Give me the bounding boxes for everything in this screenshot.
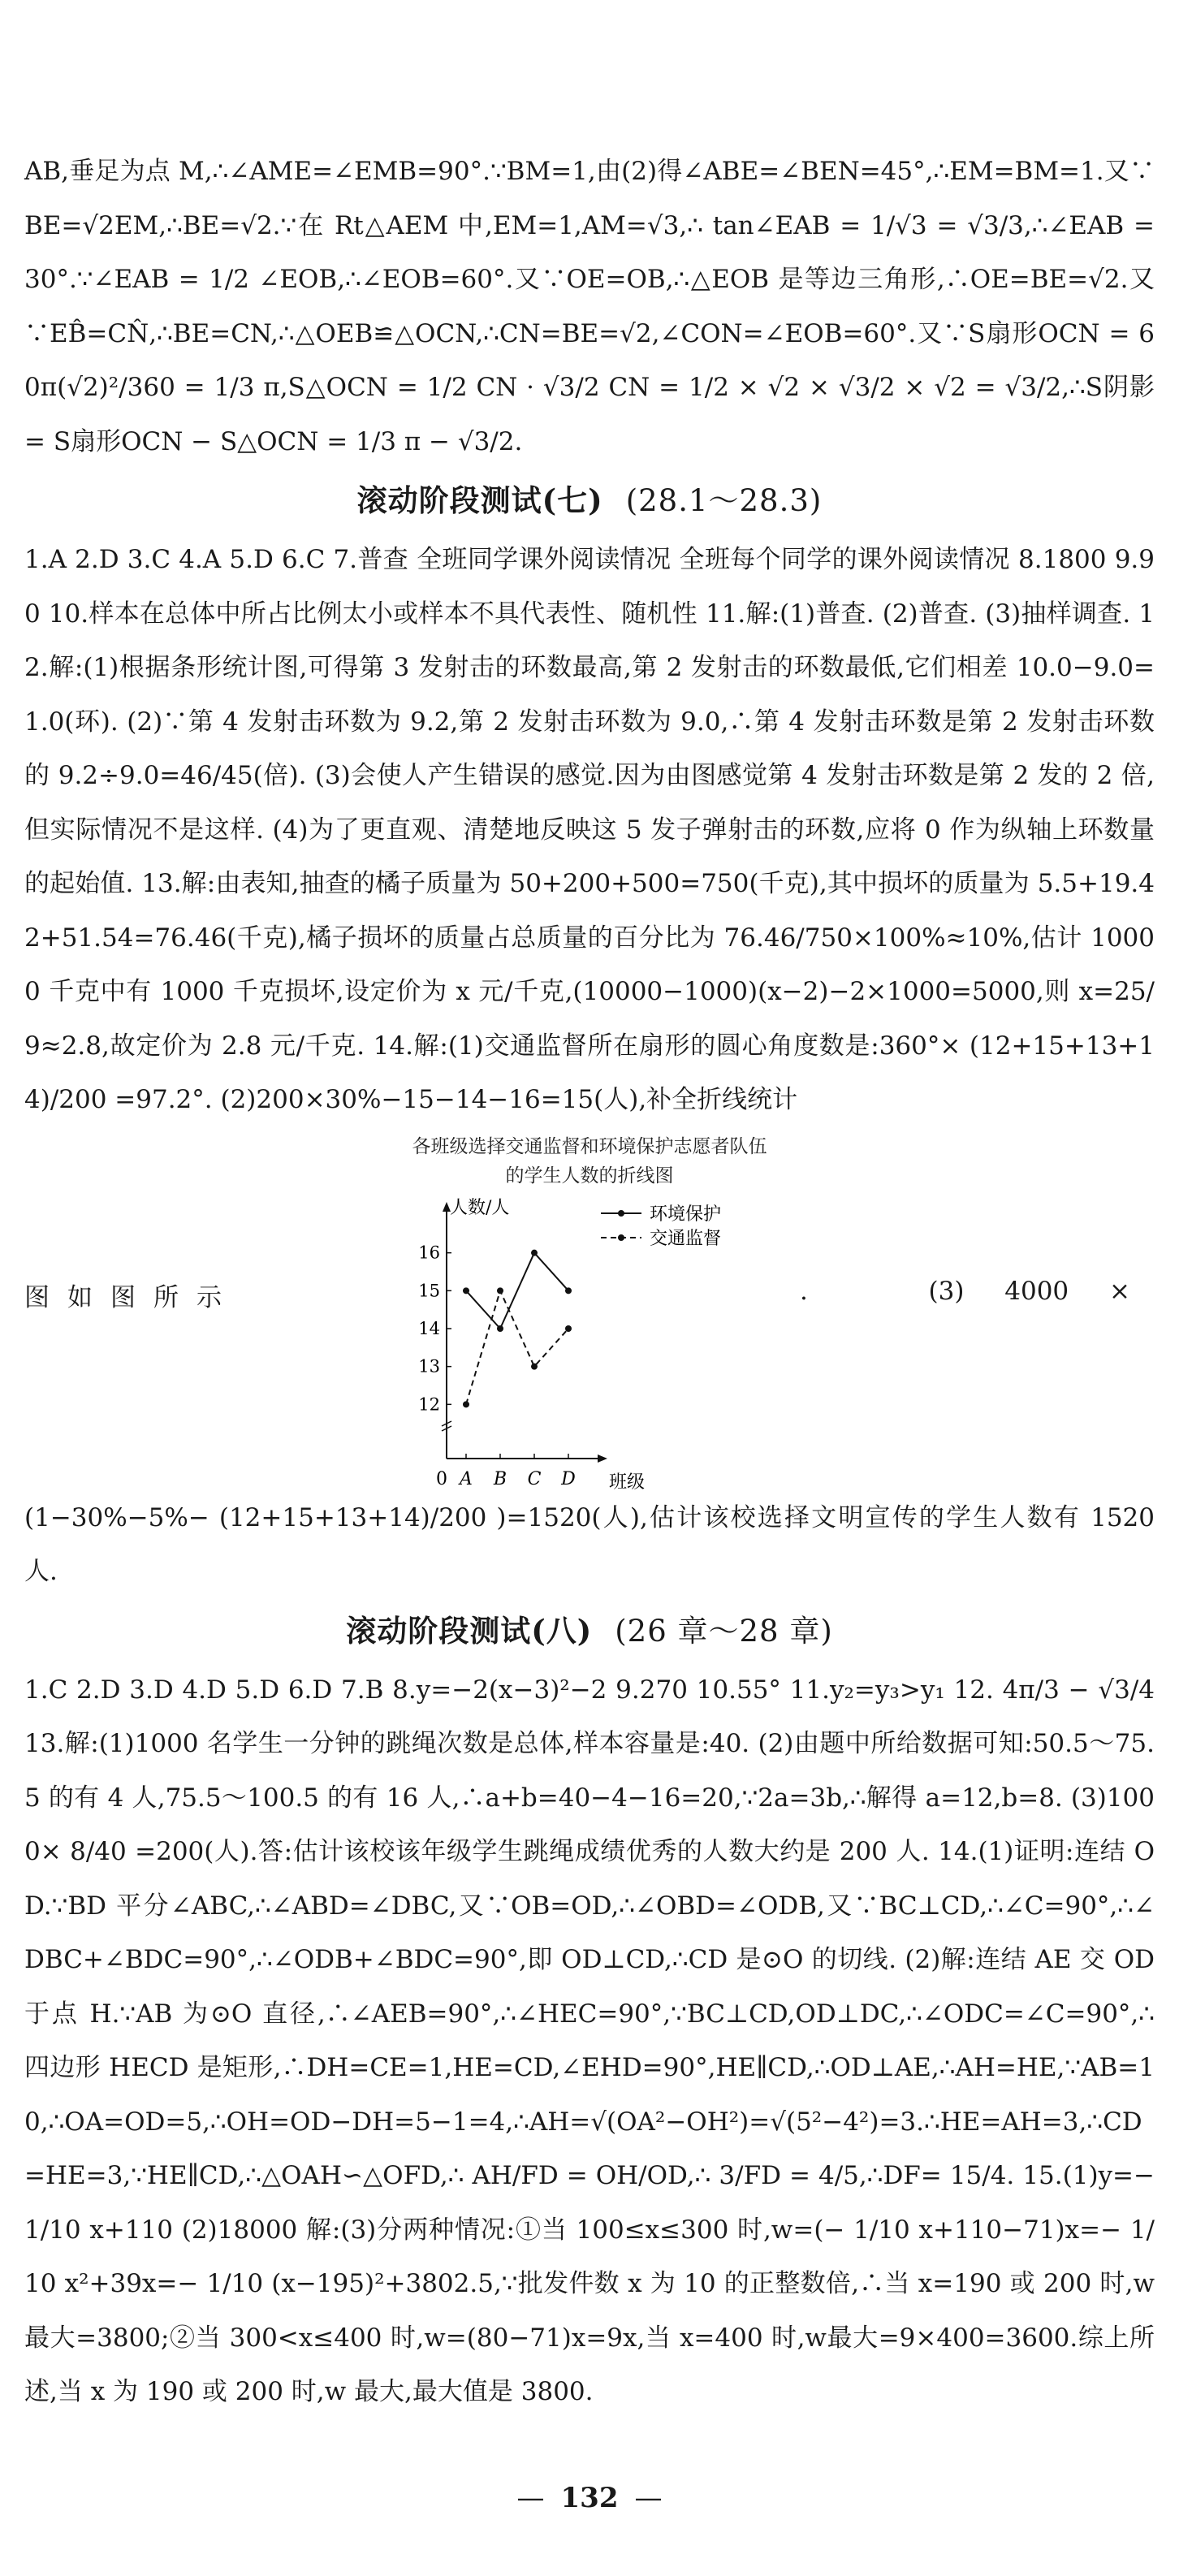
page-number: 132 [560, 2482, 619, 2514]
x-axis-arrow [598, 1454, 607, 1463]
section-title-7: 滚动阶段测试(七) [356, 482, 603, 518]
section-8-answers: 1.C 2.D 3.D 4.D 5.D 6.D 7.B 8.y=−2(x−3)²−2 9.270 10.55° 11.y₂=y₃>y₁ 12. 4π/3 − √3/4 13.解:(1)1000 名学生一分钟的跳绳次数是总体,样本容量是:40. (2)由题中所给数据可知:50.5～75.5 的有 4 人,75.5～100.5 的有 16 人,∴a+b=40−4−16=20,∵2a=3b,∴解得 a=12,b=8. (3)1000× 8/40 =200(人).答:估计该校该年级学生跳绳成绩优秀的人数大约是 200 人. 14.(1)证明:连结 OD.∵BD 平分∠ABC,∴∠ABD=∠DBC,又∵OB=OD,∴∠OBD=∠ODB,又∵BC⊥CD,∴∠C=90°,∴∠DBC+∠BDC=90°,∴∠ODB+∠BDC=90°,即 OD⊥CD,∴CD 是⊙O 的切线. (2)解:连结 AE 交 OD 于点 H.∵AB 为⊙O 直径,∴∠AEB=90°,∴∠HEC=90°,∵BC⊥CD,OD⊥DC,∴∠ODC=∠C=90°,∴四边形 HECD 是矩形,∴DH=CE=1,HE=CD,∠EHD=90°,HE∥CD,∴OD⊥AE,∴AH=HE,∵AB=10,∴OA=OD=5,∴OH=OD−DH=5−1=4,∴AH=√(OA²−OH²)=√(5²−4²)=3.∴HE=AH=3,∴CD=HE=3,∵HE∥CD,∴△OAH∽△OFD,∴ AH/FD = OH/OD,∴ 3/FD = 4/5,∴DF= 15/4. 15.(1)y=− 1/10 x+110 (2)18000 解:(3)分两种情况:①当 100≤x≤300 时,w=(− 1/10 x+110−71)x=− 1/10 x²+39x=− 1/10 (x−195)²+3802.5,∵批发件数 x 为 10 的正整数倍,∴当 x=190 或 200 时,w最大=3800;②当 300<x≤400 时,w=(80−71)x=9x,当 x=400 时,w最大=9×400=3600.综上所述,当 x 为 190 或 200 时,w 最大,最大值是 3800. [24, 1675, 1155, 2406]
series-1-point [463, 1287, 469, 1294]
chart-dot-text: . [800, 1276, 808, 1306]
x-tick-label: C [527, 1468, 542, 1489]
series-line-1 [466, 1252, 568, 1328]
x-axis-label: 班级 [609, 1472, 646, 1491]
legend-label-1: 环境保护 [650, 1204, 722, 1225]
line-chart [406, 1191, 796, 1491]
footer-dash-right: — [634, 2482, 663, 2514]
section-7-conclusion: (1−30%−5%− (12+15+13+14)/200 )=1520(人),估计该校选择文明宣传的学生人数有 1520 人. [24, 1502, 1155, 1586]
legend-label-2: 交通监督 [650, 1228, 722, 1249]
y-tick-label: 12 [418, 1394, 440, 1414]
series-2-point [565, 1325, 572, 1332]
y-tick-label: 14 [418, 1318, 440, 1338]
footer-dash-left: — [516, 2482, 545, 2514]
section-title-8: 滚动阶段测试(八) [346, 1612, 593, 1649]
legend-marker-1 [618, 1210, 624, 1217]
chart-row [24, 1191, 1155, 1491]
y-tick-label: 15 [418, 1280, 440, 1300]
section-range-7: (28.1～28.3) [625, 483, 823, 518]
origin-label: 0 [436, 1468, 447, 1489]
x-tick-label: A [460, 1468, 473, 1489]
series-1-point [565, 1287, 572, 1294]
series-2-point [497, 1287, 503, 1294]
section-7-answers: 1.A 2.D 3.C 4.A 5.D 6.C 7.普查 全班同学课外阅读情况 全班每个同学的课外阅读情况 8.1800 9.90 10.样本在总体中所占比例太小或样本不具代表性、随机性 11.解:(1)普查. (2)普查. (3)抽样调查. 12.解:(1)根据条形统计图,可得第 3 发射击的环数最高,第 2 发射击的环数最低,它们相差 10.0−9.0=1.0(环). (2)∵第 4 发射击环数为 9.2,第 2 发射击环数为 9.0,∴第 4 发射击环数是第 2 发射击环数的 9.2÷9.0=46/45(倍). (3)会使人产生错误的感觉.因为由图感觉第 4 发射击环数是第 2 发的 2 倍,但实际情况不是这样. (4)为了更直观、清楚地反映这 5 发子弹射击的环数,应将 0 作为纵轴上环数量的起始值. 13.解:由表知,抽查的橘子质量为 50+200+500=750(千克),其中损坏的质量为 5.5+19.42+51.54=76.46(千克),橘子损坏的质量占总质量的百分比为 76.46/750×100%≈10%,估计 10000 千克中有 1000 千克损坏,设定价为 x 元/千克,(10000−1000)(x−2)−2×1000=5000,则 x=25/9≈2.8,故定价为 2.8 元/千克. 14.解:(1)交通监督所在扇形的圆心角度数是:360°× (12+15+13+14)/200 =97.2°. (2)200×30%−15−14−16=15(人),补全折线统计 [24, 545, 1155, 1114]
chart-trail-text: (3) 4000 × [928, 1276, 1130, 1306]
series-2-point [531, 1363, 538, 1369]
series-2-point [463, 1401, 469, 1407]
section-range-8: (26 章～28 章) [615, 1613, 833, 1649]
x-tick-label: D [561, 1468, 576, 1489]
x-tick-label: B [493, 1468, 507, 1489]
series-1-point [497, 1325, 503, 1332]
legend-marker-2 [618, 1234, 624, 1241]
y-axis-label: 人数/人 [450, 1197, 510, 1218]
section-heading-8 [24, 1599, 1155, 1663]
chart-lead-text: 图如图所示 [24, 1282, 240, 1312]
series-1-point [531, 1249, 538, 1256]
y-tick-label: 13 [418, 1356, 440, 1377]
y-tick-label: 16 [418, 1243, 440, 1263]
page-footer [0, 2482, 1179, 2514]
section-heading-7 [24, 469, 1155, 533]
chart-title: 各班级选择交通监督和环境保护志愿者队伍的学生人数的折线图 [412, 1135, 767, 1186]
solution-continuation: AB,垂足为点 M,∴∠AME=∠EMB=90°.∵BM=1,由(2)得∠ABE=∠BEN=45°,∴EM=BM=1.又∵BE=√2EM,∴BE=√2.∵在 Rt△AEM 中,EM=1,AM=√3,∴ tan∠EAB = 1/√3 = √3/3,∴∠EAB = 30°.∵∠EAB = 1/2 ∠EOB,∴∠EOB=60°.又∵OE=OB,∴△EOB 是等边三角形,∴OE=BE=√2.又∵EB̂=CN̂,∴BE=CN,∴△OEB≌△OCN,∴CN=BE=√2,∠CON=∠EOB=60°.又∵S扇形OCN = 60π(√2)²/360 = 1/3 π,S△OCN = 1/2 CN · √3/2 CN = 1/2 × √2 × √3/2 × √2 = √3/2,∴S阴影 = S扇形OCN − S△OCN = 1/3 π − √3/2. [24, 157, 1155, 456]
